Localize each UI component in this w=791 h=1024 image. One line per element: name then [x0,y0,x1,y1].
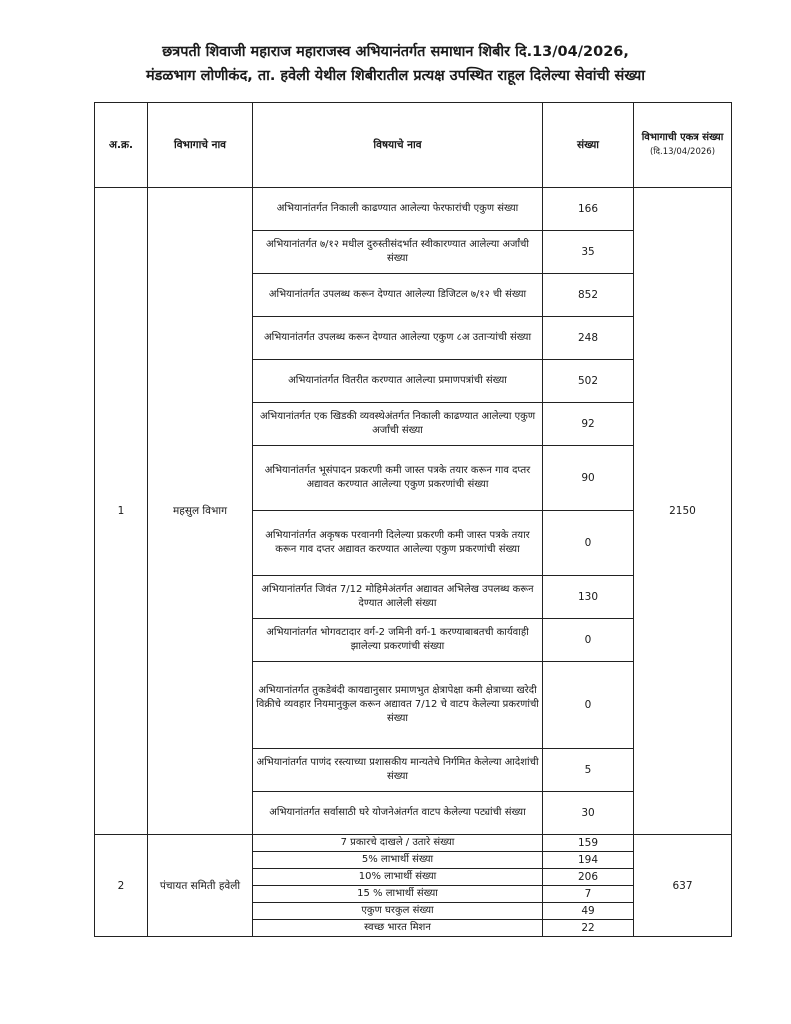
count-cell: 30 [543,792,634,835]
table-row [95,188,732,231]
section-2-total: 637 [634,835,732,937]
count-cell: 7 [543,886,634,903]
document-title [20,40,771,88]
header-subject: विषयाचे नाव [253,103,543,188]
count-cell: 502 [543,360,634,403]
subject-cell: अभियानांतर्गत उपलब्ध करून देण्यात आलेल्या डिजिटल ७/१२ ची संख्या [253,274,543,317]
subject-cell: अभियानांतर्गत अकृषक परवानगी दिलेल्या प्रकरणी कमी जास्त पत्रके तयार करून गाव दप्तर अद्यावत करण्यात आलेल्या एकुण प्रकरणांची संख्या [253,511,543,576]
subject-cell: अभियानांतर्गत तुकडेबंदी कायद्यानुसार प्रमाणभुत क्षेत्रापेक्षा कमी क्षेत्राच्या खरेदी विक्रीचे व्यवहार नियमानुकुल करून अद्यावत 7/12 चे वाटप केलेल्या प्रकरणांची संख्या [253,662,543,749]
count-cell: 35 [543,231,634,274]
title-line-1: छत्रपती शिवाजी महाराज महाराजस्व अभियानंतर्गत समाधान शिबीर दि.13/04/2026, [162,44,629,60]
table-row [95,835,732,852]
title-line-2: मंडळभाग लोणीकंद, ता. हवेली येथील शिबीरातील प्रत्यक्ष उपस्थित राहूल दिलेल्या सेवांची संख्या [146,68,645,84]
count-cell: 92 [543,403,634,446]
subject-cell: स्वच्छ भारत मिशन [253,920,543,937]
count-cell: 206 [543,869,634,886]
count-cell: 248 [543,317,634,360]
subject-cell: अभियानांतर्गत पाणंद रस्त्याच्या प्रशासकीय मान्यतेचे निर्गमित केलेल्या आदेशांची संख्या [253,749,543,792]
count-cell: 90 [543,446,634,511]
count-cell: 194 [543,852,634,869]
count-cell: 159 [543,835,634,852]
subject-cell: एकुण घरकुल संख्या [253,903,543,920]
count-cell: 852 [543,274,634,317]
subject-cell: 10% लाभार्थी संख्या [253,869,543,886]
header-department: विभागाचे नाव [148,103,253,188]
section-1-sr: 1 [95,188,148,835]
header-dept-total [634,103,732,188]
subject-cell: अभियानांतर्गत भूसंपादन प्रकरणी कमी जास्त पत्रके तयार करून गाव दप्तर अद्यावत करण्यात आलेल्या एकुण प्रकरणांची संख्या [253,446,543,511]
section-1-total: 2150 [634,188,732,835]
count-cell: 5 [543,749,634,792]
count-cell: 49 [543,903,634,920]
subject-cell: 7 प्रकारचे दाखले / उतारे संख्या [253,835,543,852]
count-cell: 0 [543,511,634,576]
subject-cell: अभियानांतर्गत भोगवटादार वर्ग-2 जमिनी वर्ग-1 करण्याबाबतची कार्यवाही झालेल्या प्रकरणांची संख्या [253,619,543,662]
section-2-department: पंचायत समिती हवेली [148,835,253,937]
header-count: संख्या [543,103,634,188]
header-row [95,103,732,188]
header-sr: अ.क्र. [95,103,148,188]
subject-cell: अभियानांतर्गत उपलब्ध करून देण्यात आलेल्या एकुण ८अ उताऱ्यांची संख्या [253,317,543,360]
count-cell: 0 [543,619,634,662]
subject-cell: अभियानांतर्गत वितरीत करण्यात आलेल्या प्रमाणपत्रांची संख्या [253,360,543,403]
subject-cell: अभियानांतर्गत ७/१२ मधील दुरुस्तीसंदर्भात स्वीकारण्यात आलेल्या अर्जांची संख्या [253,231,543,274]
count-cell: 22 [543,920,634,937]
subject-cell: अभियानांतर्गत सर्वासाठी घरे योजनेअंतर्गत वाटप केलेल्या पट्यांची संख्या [253,792,543,835]
section-2-sr: 2 [95,835,148,937]
subject-cell: 5% लाभार्थी संख्या [253,852,543,869]
count-cell: 130 [543,576,634,619]
header-dept-total-date: (दि.13/04/2026) [649,147,716,157]
subject-cell: अभियानांतर्गत जिवंत 7/12 मोहिमेअंतर्गत अद्यावत अभिलेख उपलब्ध करून देण्यात आलेली संख्या [253,576,543,619]
count-cell: 166 [543,188,634,231]
subject-cell: अभियानांतर्गत एक खिडकी व्यवस्थेअंतर्गत निकाली काढण्यात आलेल्या एकुण अर्जांची संख्या [253,403,543,446]
count-cell: 0 [543,662,634,749]
header-dept-total-label: विभागाची एकत्र संख्या [641,132,724,143]
section-1-department: महसुल विभाग [148,188,253,835]
subject-cell: अभियानांतर्गत निकाली काढण्यात आलेल्या फेरफारांची एकुण संख्या [253,188,543,231]
subject-cell: 15 % लाभार्थी संख्या [253,886,543,903]
services-table [94,102,732,937]
